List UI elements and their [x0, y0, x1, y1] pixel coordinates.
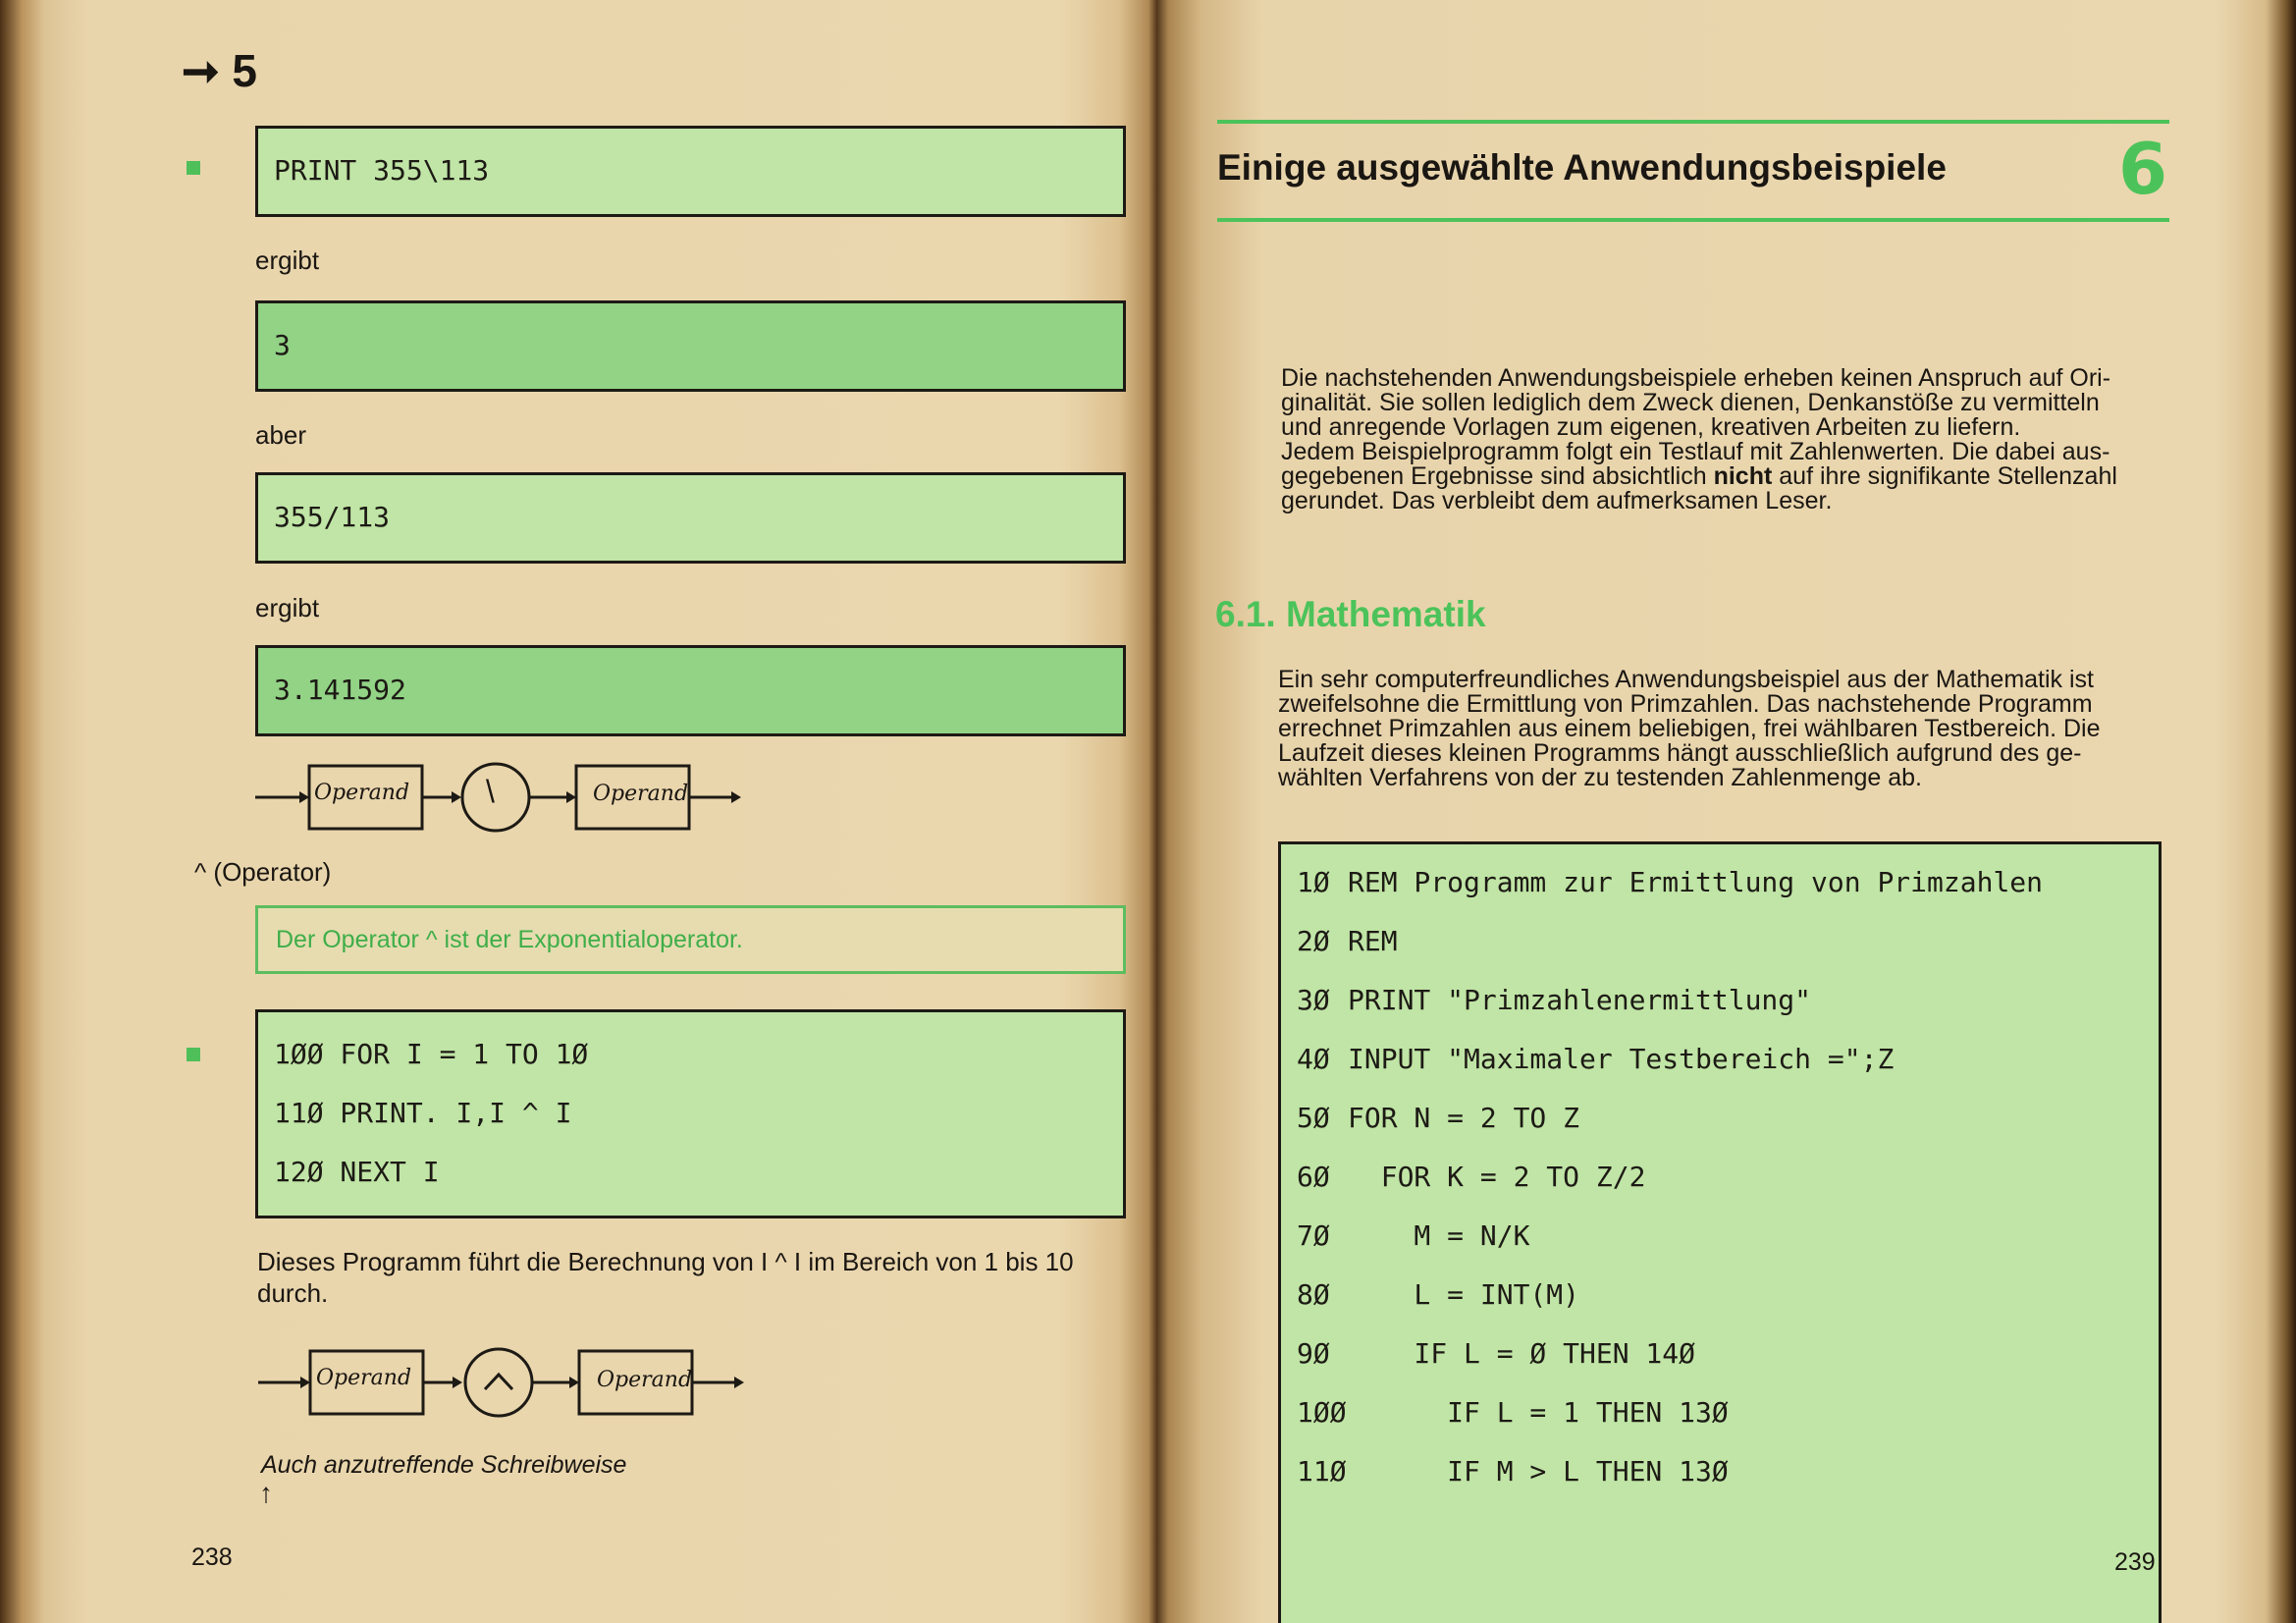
- label-aber: aber: [255, 420, 307, 450]
- chapter-number: 6: [2118, 128, 2168, 210]
- note-box: [255, 905, 1126, 974]
- line-code: PRINT "Primzahlenermittlung": [1348, 984, 1812, 1016]
- intro-line: und anregende Vorlagen zum eigenen, kreativen Arbeiten zu liefern.: [1281, 413, 2021, 441]
- section-title: 6.1. Mathematik: [1215, 594, 1486, 634]
- caption-alternative-notation: Auch anzutreffende Schreibweise: [261, 1451, 627, 1479]
- page-number: 239: [2114, 1548, 2156, 1576]
- right-page: [1156, 0, 2296, 1623]
- line-number: 1Ø: [1297, 866, 1330, 898]
- section-line: errechnet Primzahlen aus einem beliebigen, frei wählbaren Testbereich. Die: [1278, 715, 2101, 742]
- intro-line: Jedem Beispielprogramm folgt ein Testlauf mit Zahlenwerten. Die dabei aus-: [1281, 438, 2110, 465]
- arrow-right-icon: ➞: [182, 45, 220, 96]
- line-number: 1ØØ: [1297, 1396, 1347, 1429]
- line-number: 9Ø: [1297, 1337, 1330, 1370]
- line-number: 5Ø: [1297, 1102, 1330, 1134]
- section-line: zweifelsohne die Ermittlung von Primzahlen. Das nachstehende Programm: [1278, 690, 2093, 718]
- program-line: [1297, 925, 1398, 957]
- line-code: IF L = 1 THEN 13Ø: [1348, 1396, 1729, 1429]
- line-number: 6Ø: [1297, 1161, 1330, 1193]
- program-line: [1297, 1161, 1645, 1193]
- chapter-header-rule-bottom: [1217, 218, 2169, 222]
- green-bullet-marker: [187, 161, 200, 175]
- line-number: 3Ø: [1297, 984, 1330, 1016]
- line-code: REM Programm zur Ermittlung von Primzahlen: [1348, 866, 2044, 898]
- line-code: INPUT "Maximaler Testbereich =";Z: [1348, 1043, 1895, 1075]
- page-number: 238: [191, 1543, 233, 1571]
- program-line: [1297, 1455, 1729, 1488]
- result-box-1: [255, 300, 1126, 392]
- line-number: 8Ø: [1297, 1278, 1330, 1311]
- operand-label: Operand: [593, 782, 689, 806]
- line-code: L = INT(M): [1348, 1278, 1580, 1311]
- code-box-division: [255, 472, 1126, 564]
- program-line: [1297, 1337, 1695, 1370]
- line-number: 11Ø: [1297, 1455, 1347, 1488]
- label-ergibt: ergibt: [255, 593, 320, 622]
- line-code: FOR N = 2 TO Z: [1348, 1102, 1580, 1134]
- result-value: 3.141592: [274, 674, 406, 706]
- backslash-operator-symbol: \: [486, 774, 495, 809]
- operator-circle: [462, 764, 529, 831]
- program-line: [1297, 1396, 1729, 1429]
- intro-line: Die nachstehenden Anwendungsbeispiele erheben keinen Anspruch auf Ori-: [1281, 364, 2111, 392]
- line-number: 2Ø: [1297, 925, 1330, 957]
- operand-label: Operand: [316, 1366, 412, 1390]
- program-line: [1297, 1043, 1894, 1075]
- line-code: IF L = Ø THEN 14Ø: [1348, 1337, 1696, 1370]
- line-number: 4Ø: [1297, 1043, 1330, 1075]
- operand-label: Operand: [597, 1368, 693, 1392]
- line-number: 7Ø: [1297, 1219, 1330, 1252]
- note-text: Der Operator ^ ist der Exponentialoperator.: [276, 926, 743, 953]
- operator-heading: ^ (Operator): [194, 857, 332, 887]
- result-value: 3: [274, 329, 291, 361]
- chapter-header-rule-top: [1217, 120, 2169, 124]
- label-ergibt: ergibt: [255, 245, 320, 275]
- section-paragraph: [1278, 668, 2101, 790]
- code-line: 355/113: [274, 501, 391, 533]
- result-box-2: [255, 645, 1126, 736]
- line-code: FOR K = 2 TO Z/2: [1348, 1161, 1646, 1193]
- program-line: 11Ø PRINT. I,I ^ I: [274, 1097, 572, 1129]
- intro-line: gerundet. Das verbleibt dem aufmerksamen Leser.: [1281, 487, 1833, 514]
- section-line: wählten Verfahrens von der zu testenden Zahlenmenge ab.: [1278, 764, 1922, 791]
- code-line: PRINT 355\113: [274, 154, 490, 187]
- green-bullet-marker: [187, 1048, 200, 1061]
- chapter-marker: [182, 44, 257, 97]
- chapter-number: 5: [232, 45, 257, 96]
- intro-line: gegebenen Ergebnisse sind absichtlich nicht auf ihre signifikante Stellenzahl: [1281, 462, 2117, 490]
- description-text-continued: durch.: [257, 1278, 329, 1308]
- operand-label: Operand: [314, 781, 410, 805]
- line-code: REM: [1348, 925, 1398, 957]
- program-line: 12Ø NEXT I: [274, 1156, 440, 1188]
- section-line: Ein sehr computerfreundliches Anwendungsbeispiel aus der Mathematik ist: [1278, 666, 2095, 693]
- description-text: Dieses Programm führt die Berechnung von I ^ I im Bereich von 1 bis 10: [257, 1247, 1074, 1276]
- operator-circle: [465, 1349, 532, 1416]
- section-line: Laufzeit dieses kleinen Programms hängt ausschließlich aufgrund des ge-: [1278, 739, 2082, 767]
- line-code: IF M > L THEN 13Ø: [1348, 1455, 1729, 1488]
- line-code: M = N/K: [1348, 1219, 1530, 1252]
- program-line: [1297, 1278, 1579, 1311]
- code-box-program: [255, 1009, 1126, 1218]
- program-line: [1297, 1102, 1579, 1134]
- program-line: [1297, 866, 2043, 898]
- program-line: [1297, 1219, 1529, 1252]
- emphasis-nicht: nicht: [1713, 462, 1773, 490]
- intro-line: ginalität. Sie sollen lediglich dem Zweck dienen, Denkanstöße zu vermitteln: [1281, 389, 2100, 416]
- program-line: [1297, 984, 1811, 1016]
- primzahl-program-box: [1278, 841, 2162, 1623]
- up-arrow-icon: ↑: [259, 1478, 273, 1508]
- program-line: 1ØØ FOR I = 1 TO 1Ø: [274, 1038, 589, 1070]
- code-box-print: [255, 126, 1126, 217]
- chapter-title: Einige ausgewählte Anwendungsbeispiele: [1217, 147, 1947, 188]
- intro-paragraph: [1281, 366, 2164, 514]
